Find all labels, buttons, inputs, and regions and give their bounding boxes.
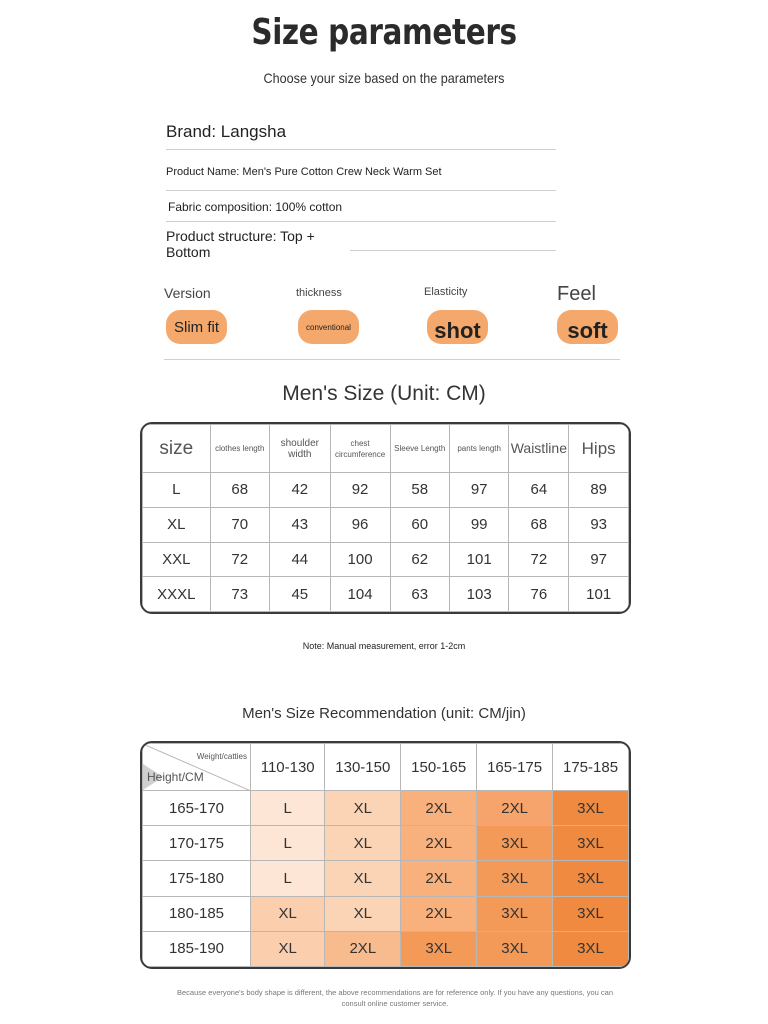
reco-cell: 2XL xyxy=(401,896,477,931)
reco-cell: 3XL xyxy=(477,861,553,896)
size-header-shoulder-width: shoulder width xyxy=(269,425,330,473)
size-cell: 72 xyxy=(210,542,269,577)
size-cell: 43 xyxy=(269,507,330,542)
weight-header: 165-175 xyxy=(477,744,553,791)
brand-line: Brand: Langsha xyxy=(166,122,556,150)
size-cell: 99 xyxy=(449,507,508,542)
reco-cell: 2XL xyxy=(401,791,477,826)
attr-pill-version: Slim fit xyxy=(166,310,227,344)
recommendation-panel xyxy=(140,741,631,969)
reco-cell: 3XL xyxy=(401,931,477,966)
reco-cell: 2XL xyxy=(401,861,477,896)
size-cell: 73 xyxy=(210,577,269,612)
size-header-size: size xyxy=(143,425,211,473)
table-row xyxy=(143,542,629,577)
reco-cell: L xyxy=(251,826,325,861)
size-header-waistline: Waistline xyxy=(509,425,569,473)
size-cell: 96 xyxy=(330,507,390,542)
reco-cell: XL xyxy=(325,826,401,861)
size-cell: 68 xyxy=(509,507,569,542)
weight-header: 110-130 xyxy=(251,744,325,791)
size-cell: XXL xyxy=(143,542,211,577)
reco-cell: XL xyxy=(251,896,325,931)
reco-cell: 3XL xyxy=(553,931,629,966)
reco-cell: 3XL xyxy=(553,826,629,861)
size-cell: 101 xyxy=(449,542,508,577)
size-cell: 89 xyxy=(569,473,629,508)
table-row xyxy=(143,791,629,826)
reference-footer-note: Because everyone's body shape is different, the above recommendations are for reference only. If you have any questions, you can consult online customer service. xyxy=(177,988,613,1008)
size-cell: XL xyxy=(143,507,211,542)
reco-cell: 3XL xyxy=(477,826,553,861)
size-cell: 68 xyxy=(210,473,269,508)
size-cell: 104 xyxy=(330,577,390,612)
table-row xyxy=(143,896,629,931)
reco-cell: 2XL xyxy=(477,791,553,826)
height-cell: 175-180 xyxy=(143,861,251,896)
attr-label-elasticity: Elasticity xyxy=(424,286,468,298)
size-cell: 62 xyxy=(390,542,449,577)
reco-cell: 3XL xyxy=(477,931,553,966)
recommendation-table xyxy=(142,743,629,967)
recommendation-corner-cell xyxy=(143,744,251,791)
size-cell: 42 xyxy=(269,473,330,508)
table-row xyxy=(143,861,629,896)
reco-cell: 3XL xyxy=(553,791,629,826)
attr-pill-thickness: conventional xyxy=(298,310,359,344)
size-header-hips: Hips xyxy=(569,425,629,473)
size-cell: 72 xyxy=(509,542,569,577)
size-header-sleeve-length: Sleeve Length xyxy=(390,425,449,473)
weight-header: 130-150 xyxy=(325,744,401,791)
attr-label-thickness: thickness xyxy=(296,287,342,299)
product-name-line: Product Name: Men's Pure Cotton Crew Neck Warm Set xyxy=(166,162,556,191)
page-title: Size parameters xyxy=(251,12,517,53)
size-cell: 103 xyxy=(449,577,508,612)
structure-divider xyxy=(350,250,556,251)
measurement-note: Note: Manual measurement, error 1-2cm xyxy=(302,641,466,651)
size-header-chest: chest circumference xyxy=(330,425,390,473)
size-cell: 70 xyxy=(210,507,269,542)
size-cell: 97 xyxy=(449,473,508,508)
recommendation-title: Men's Size Recommendation (unit: CM/jin) xyxy=(242,705,526,722)
size-cell: 93 xyxy=(569,507,629,542)
size-cell: 58 xyxy=(390,473,449,508)
reco-cell: XL xyxy=(325,896,401,931)
structure-line: Product structure: Top + Bottom xyxy=(166,228,315,260)
size-chart-panel xyxy=(140,422,631,614)
weight-header: 175-185 xyxy=(553,744,629,791)
reco-cell: L xyxy=(251,791,325,826)
reco-cell: L xyxy=(251,861,325,896)
size-cell: 97 xyxy=(569,542,629,577)
size-cell: 45 xyxy=(269,577,330,612)
reco-cell: 2XL xyxy=(401,826,477,861)
reco-cell: XL xyxy=(325,791,401,826)
attr-label-version: Version xyxy=(164,285,211,301)
height-cell: 180-185 xyxy=(143,896,251,931)
size-header-pants-length: pants length xyxy=(449,425,508,473)
page-subtitle: Choose your size based on the parameters xyxy=(263,70,505,86)
height-cell: 170-175 xyxy=(143,826,251,861)
reco-cell: 3XL xyxy=(477,896,553,931)
attr-pill-feel: soft xyxy=(557,310,618,344)
corner-height-label: Height/CM xyxy=(147,770,204,784)
size-table xyxy=(142,424,629,612)
size-cell: 64 xyxy=(509,473,569,508)
size-cell: 63 xyxy=(390,577,449,612)
corner-weight-label: Weight/catties xyxy=(196,752,247,761)
attr-label-feel: Feel xyxy=(557,283,596,305)
height-cell: 165-170 xyxy=(143,791,251,826)
size-chart-title: Men's Size (Unit: CM) xyxy=(282,382,486,405)
size-cell: 92 xyxy=(330,473,390,508)
size-cell: L xyxy=(143,473,211,508)
fabric-line: Fabric composition: 100% cotton xyxy=(166,196,556,222)
size-cell: 44 xyxy=(269,542,330,577)
reco-cell: 3XL xyxy=(553,896,629,931)
size-cell: 76 xyxy=(509,577,569,612)
table-row xyxy=(143,473,629,508)
reco-cell: 3XL xyxy=(553,861,629,896)
size-cell: 60 xyxy=(390,507,449,542)
height-cell: 185-190 xyxy=(143,931,251,966)
reco-cell: XL xyxy=(325,861,401,896)
reco-cell: XL xyxy=(251,931,325,966)
size-header-clothes-length: clothes length xyxy=(210,425,269,473)
size-cell: 101 xyxy=(569,577,629,612)
table-row xyxy=(143,931,629,966)
size-cell: XXXL xyxy=(143,577,211,612)
table-row xyxy=(143,507,629,542)
attributes-divider xyxy=(164,359,620,360)
attr-pill-elasticity: shot xyxy=(427,310,488,344)
table-row xyxy=(143,577,629,612)
size-cell: 100 xyxy=(330,542,390,577)
table-row xyxy=(143,826,629,861)
reco-cell: 2XL xyxy=(325,931,401,966)
weight-header: 150-165 xyxy=(401,744,477,791)
